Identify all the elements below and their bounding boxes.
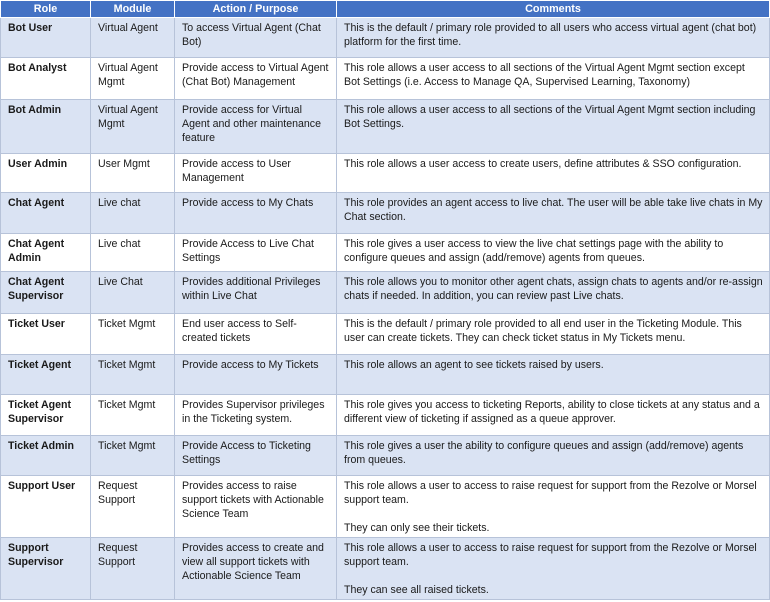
action-cell: Provides access to raise support tickets with Actionable Science Team [175, 476, 337, 538]
comment-cell [337, 355, 770, 395]
comment-text: This role gives a user access to view the live chat settings page with the ability to configure queues and assign (add/remove) agents from queues. [344, 238, 724, 264]
comment-extra: They can see all raised tickets. [344, 584, 489, 596]
action-cell: Provide access to Virtual Agent (Chat Bot) Management [175, 58, 337, 100]
table-row [1, 538, 770, 600]
module-cell: Live chat [91, 193, 175, 234]
module-cell: Ticket Mgmt [91, 395, 175, 436]
action-cell: Provide access to My Chats [175, 193, 337, 234]
action-cell: Provide access to User Management [175, 154, 337, 193]
comment-cell [337, 18, 770, 58]
comment-text: This role provides an agent access to live chat. The user will be able take live chats in My Chat section. [344, 197, 763, 223]
role-cell: Ticket Agent [1, 355, 91, 395]
table-row [1, 476, 770, 538]
role-cell: Support User [1, 476, 91, 538]
action-cell: Provide Access to Ticketing Settings [175, 436, 337, 476]
role-cell: Ticket Agent Supervisor [1, 395, 91, 436]
role-cell: Support Supervisor [1, 538, 91, 600]
action-cell: To access Virtual Agent (Chat Bot) [175, 18, 337, 58]
role-cell: Bot User [1, 18, 91, 58]
action-cell: End user access to Self-created tickets [175, 314, 337, 355]
role-cell: Chat Agent [1, 193, 91, 234]
table-row [1, 193, 770, 234]
comment-cell [337, 395, 770, 436]
comment-cell [337, 272, 770, 314]
header-module: Module [91, 1, 175, 18]
role-cell: Chat Agent Admin [1, 234, 91, 272]
module-cell: Virtual Agent Mgmt [91, 100, 175, 154]
comment-cell [337, 538, 770, 600]
comment-text: This role allows an agent to see tickets raised by users. [344, 359, 604, 371]
table-row [1, 355, 770, 395]
comment-text: This role gives you access to ticketing Reports, ability to close tickets at any status and a different view of ticketing if assigned as a queue approver. [344, 399, 760, 425]
comment-cell [337, 100, 770, 154]
comment-text: This is the default / primary role provided to all users who access virtual agent (chat bot) platform for the first time. [344, 22, 757, 48]
table-row [1, 395, 770, 436]
table-row [1, 272, 770, 314]
role-cell: Ticket Admin [1, 436, 91, 476]
action-cell: Provides additional Privileges within Live Chat [175, 272, 337, 314]
module-cell: Ticket Mgmt [91, 436, 175, 476]
comment-cell [337, 58, 770, 100]
module-cell: Request Support [91, 476, 175, 538]
comment-text: This role allows a user access to all sections of the Virtual Agent Mgmt section including Bot Settings. [344, 104, 756, 130]
comment-cell [337, 193, 770, 234]
comment-text: This role allows you to monitor other agent chats, assign chats to agents and/or re-assign chats if needed. In addition, you can review past Live chats. [344, 276, 763, 302]
table-row [1, 314, 770, 355]
module-cell: Ticket Mgmt [91, 355, 175, 395]
table-row [1, 58, 770, 100]
module-cell: Live chat [91, 234, 175, 272]
module-cell: Request Support [91, 538, 175, 600]
table-row [1, 18, 770, 58]
comment-text: This role allows a user to access to raise request for support from the Rezolve or Morsel support team. [344, 480, 757, 506]
action-cell: Provide access to My Tickets [175, 355, 337, 395]
comment-text: This role allows a user to access to raise request for support from the Rezolve or Morsel support team. [344, 542, 757, 568]
action-cell: Provide Access to Live Chat Settings [175, 234, 337, 272]
role-cell: Chat Agent Supervisor [1, 272, 91, 314]
module-cell: Live Chat [91, 272, 175, 314]
table-row [1, 154, 770, 193]
role-cell: Ticket User [1, 314, 91, 355]
header-role: Role [1, 1, 91, 18]
role-cell: Bot Admin [1, 100, 91, 154]
header-action: Action / Purpose [175, 1, 337, 18]
table-row [1, 234, 770, 272]
comment-cell [337, 476, 770, 538]
table-row [1, 436, 770, 476]
module-cell: Ticket Mgmt [91, 314, 175, 355]
comment-cell [337, 234, 770, 272]
table-row [1, 100, 770, 154]
comment-text: This role allows a user access to all sections of the Virtual Agent Mgmt section except Bot Settings (i.e. Access to Manage QA, Supervised Learning, Taxonomy) [344, 62, 745, 88]
header-row [1, 1, 770, 18]
action-cell: Provides access to create and view all support tickets with Actionable Science Team [175, 538, 337, 600]
comment-text: This role allows a user access to create users, define attributes & SSO configuration. [344, 158, 742, 170]
role-cell: Bot Analyst [1, 58, 91, 100]
comment-cell [337, 436, 770, 476]
comment-cell [337, 154, 770, 193]
role-cell: User Admin [1, 154, 91, 193]
module-cell: User Mgmt [91, 154, 175, 193]
comment-text: This role gives a user the ability to configure queues and assign (add/remove) agents from queues. [344, 440, 744, 466]
comment-extra: They can only see their tickets. [344, 522, 490, 534]
action-cell: Provides Supervisor privileges in the Ticketing system. [175, 395, 337, 436]
module-cell: Virtual Agent [91, 18, 175, 58]
module-cell: Virtual Agent Mgmt [91, 58, 175, 100]
comment-cell [337, 314, 770, 355]
header-comments: Comments [337, 1, 770, 18]
action-cell: Provide access for Virtual Agent and other maintenance feature [175, 100, 337, 154]
comment-text: This is the default / primary role provided to all end user in the Ticketing Module. This user can create tickets. They can check ticket status in My Tickets menu. [344, 318, 742, 344]
